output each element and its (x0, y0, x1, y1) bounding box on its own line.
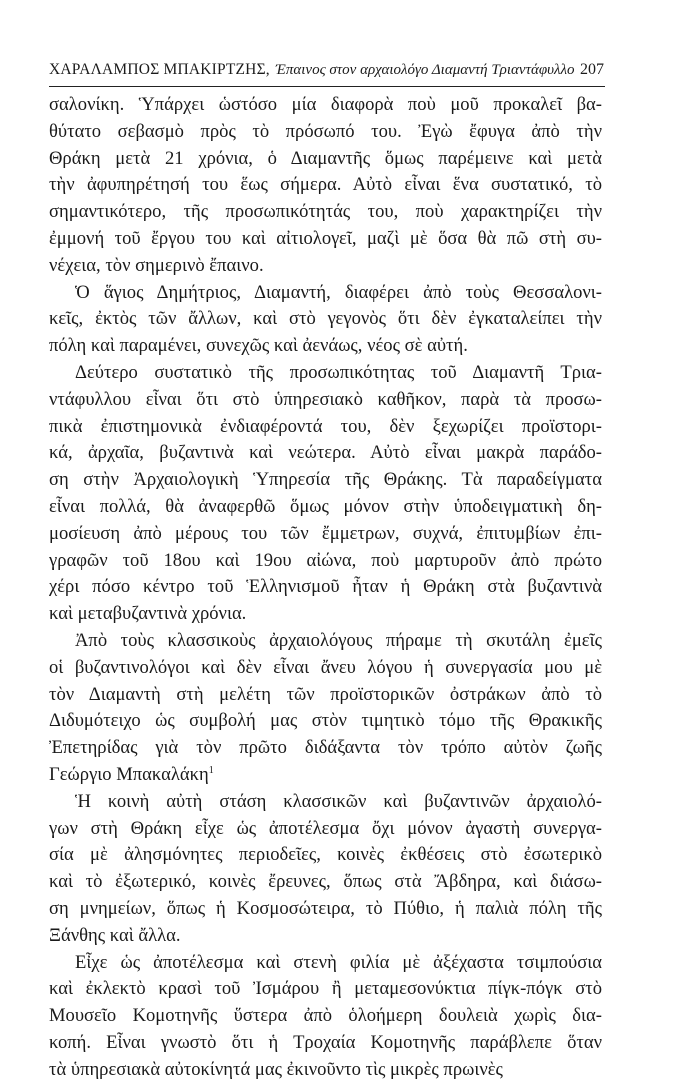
text-line: Ἀπὸ τοὺς κλασσικοὺς ἀρχαιολόγους πήραμε τὴ σκυτάλη ἐμεῖς (49, 628, 602, 655)
running-header (49, 61, 604, 79)
text-line: Ξάνθης καὶ ἄλλα. (49, 923, 602, 950)
text-line: Γεώργιο Μπακαλάκη$^1$ (49, 762, 602, 789)
paragraph (49, 92, 602, 280)
text-line: πόλη καὶ παραμένει, συνεχῶς καὶ ἀενάως, νέος σὲ αὐτή. (49, 333, 602, 360)
text-line: τὸν Διαμαντὴ στὴ μελέτη τῶν προϊστορικῶν ὀστράκων ἀπὸ τὸ (49, 682, 602, 709)
text-line: πικὰ ἐπιστημονικὰ ἐνδιαφέροντά του, δὲν ξεχωρίζει προϊστορι- (49, 414, 602, 441)
text-line: καὶ μεταβυζαντινὰ χρόνια. (49, 601, 602, 628)
text-line: καὶ ἐκλεκτὸ κρασὶ τοῦ Ἰσμάρου ἢ μεταμεσονύκτια πίγκ-πόγκ στὸ (49, 976, 602, 1003)
body-text (49, 92, 602, 1083)
paragraph (49, 789, 602, 950)
paragraph (49, 360, 602, 628)
text-line: σαλονίκη. Ὑπάρχει ὡστόσο μία διαφορὰ ποὺ μοῦ προκαλεῖ βα- (49, 92, 602, 119)
text-line: Θράκη μετὰ 21 χρόνια, ὁ Διαμαντῆς ὅμως παρέμεινε καὶ μετὰ (49, 146, 602, 173)
text-line: τὴν ἀφυπηρέτησή του ἕως σήμερα. Αὐτὸ εἶναι ἕνα συστατικό, τὸ (49, 172, 602, 199)
text-line: Διδυμότειχο ὡς συμβολή μας στὸν τιμητικὸ τόμο τῆς Θρακικῆς (49, 708, 602, 735)
text-line: κά, ἀρχαῖα, βυζαντινὰ καὶ νεώτερα. Αὐτὸ εἶναι μακρὰ παράδο- (49, 440, 602, 467)
text-line: θύτατο σεβασμὸ πρὸς τὸ πρόσωπό του. Ἐγὼ ἔφυγα ἀπὸ τὴν (49, 119, 602, 146)
text-line: Δεύτερο συστατικὸ τῆς προσωπικότητας τοῦ Διαμαντῆ Τρια- (49, 360, 602, 387)
text-line: κοπή. Εἶναι γνωστὸ ὅτι ἡ Τροχαία Κομοτηνῆς παράβλεπε ὅταν (49, 1030, 602, 1057)
footnote-marker[interactable]: 1 (209, 765, 214, 776)
text-line: ση μνημείων, ὅπως ἡ Κοσμοσώτειρα, τὸ Πύθιο, ἡ παλιὰ πόλη τῆς (49, 896, 602, 923)
text-line: νέχεια, τὸν σημερινὸ ἔπαινο. (49, 253, 602, 280)
text-line: σημαντικότερο, τῆς προσωπικότητάς του, ποὺ χαρακτηρίζει τὴν (49, 199, 602, 226)
text-line: Εἶχε ὡς ἀποτέλεσμα καὶ στενὴ φιλία μὲ ἀξέχαστα τσιμπούσια (49, 950, 602, 977)
text-line: καὶ τὸ ἐξωτερικό, κοινὲς ἔρευνες, ὅπως στὰ Ἄβδηρα, καὶ διάσω- (49, 869, 602, 896)
text-line: Ἡ κοινὴ αὐτὴ στάση κλασσικῶν καὶ βυζαντινῶν ἀρχαιολό- (49, 789, 602, 816)
header-separator: , (266, 61, 270, 79)
text-line: γων στὴ Θράκη εἶχε ὡς ἀποτέλεσμα ὄχι μόνον ἀγαστὴ συνεργα- (49, 816, 602, 843)
text-line: Μουσεῖο Κομοτηνῆς ὕστερα ἀπὸ ὁλοήμερη δουλειὰ χωρὶς δια- (49, 1003, 602, 1030)
text-line: σία μὲ ἀλησμόνητες περιοδεῖες, κοινὲς ἐκθέσεις στὸ ἐσωτερικὸ (49, 842, 602, 869)
text-line: χέρι πόσο κέντρο τοῦ Ἑλληνισμοῦ ἦταν ἡ Θράκη στὰ βυζαντινὰ (49, 574, 602, 601)
text-line: μοσίευση ἀπὸ μέρους του τῶν ἔμμετρων, συχνά, ἐπιτυμβίων ἐπι- (49, 521, 602, 548)
text-line: εἶναι πολλά, θὰ ἀναφερθῶ ὅμως μόνον στὴν ὑποδειγματικὴ δη- (49, 494, 602, 521)
text-line: Ἐπετηρίδας γιὰ τὸν πρῶτο διδάξαντα τὸν τρόπο αὐτὸν ζωῆς (49, 735, 602, 762)
text-line: τὰ ὑπηρεσιακὰ αὐτοκίνητά μας ἐκινοῦντο τὶς μικρὲς πρωινὲς (49, 1057, 602, 1083)
text-line: ση στὴν Ἀρχαιολογικὴ Ὑπηρεσία τῆς Θράκης. Τὰ παραδείγματα (49, 467, 602, 494)
header-title: Έπαινος στον αρχαιολόγο Διαμαντή Τριαντάφυλλο (276, 62, 575, 79)
text-line: κεῖς, ἐκτὸς τῶν ἄλλων, καὶ στὸ γεγονὸς ὅτι δὲν ἐγκαταλείπει τὴν (49, 306, 602, 333)
paragraph (49, 950, 602, 1083)
paragraph (49, 280, 602, 360)
text-line: οἱ βυζαντινολόγοι καὶ δὲν εἶναι ἄνευ λόγου ἡ συνεργασία μου μὲ (49, 655, 602, 682)
text-line: ἐμμονή τοῦ ἔργου του καὶ αἰτιολογεῖ, μαζὶ μὲ ὅσα θὰ πῶ στὴ συ- (49, 226, 602, 253)
paragraph (49, 628, 602, 789)
header-author: ΧΑΡΑΛΑΜΠΟΣ ΜΠΑΚΙΡΤΖΗΣ (49, 61, 266, 79)
text-line: ντάφυλλου εἶναι ὅτι στὸ ὑπηρεσιακὸ καθῆκον, παρὰ τὰ προσω- (49, 387, 602, 414)
header-rule (49, 86, 605, 87)
text-line: Ὁ ἅγιος Δημήτριος, Διαμαντή, διαφέρει ἀπὸ τοὺς Θεσσαλονι- (49, 280, 602, 307)
page-number: 207 (580, 61, 604, 79)
text-line: γραφῶν τοῦ 18ου καὶ 19ου αἰώνα, ποὺ μαρτυροῦν ἀπὸ πρώτο (49, 548, 602, 575)
